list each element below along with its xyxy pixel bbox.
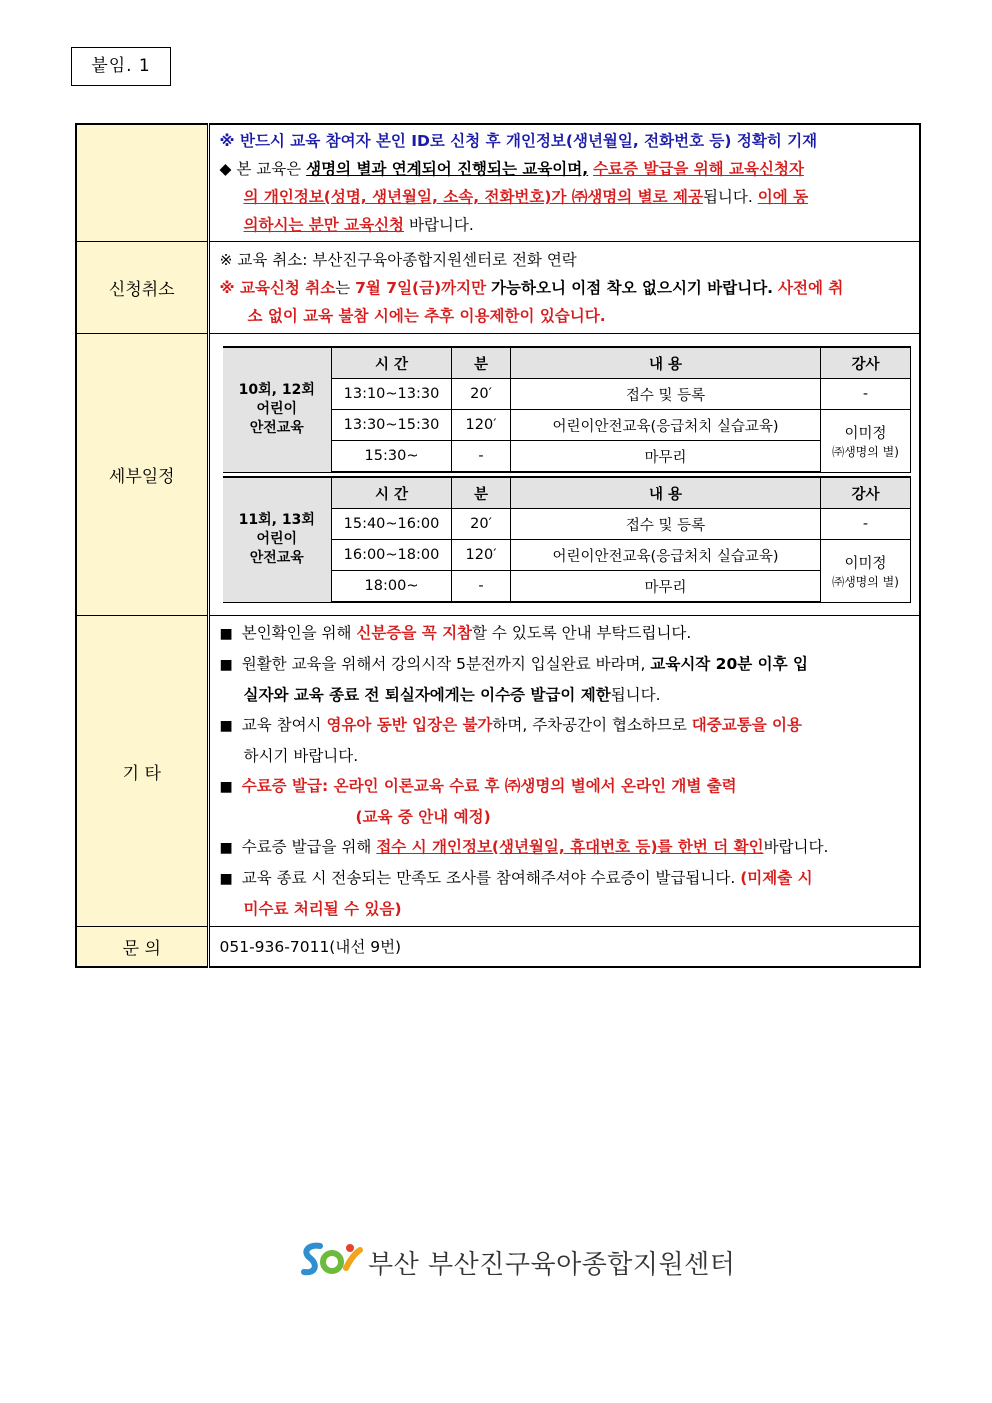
group-title-line: 안전교육 xyxy=(249,420,304,437)
schedule-group-title xyxy=(223,347,332,472)
header-minutes: 분 xyxy=(452,477,511,509)
group-title-line: 어린이 xyxy=(256,531,298,548)
square-bullet-icon: ■ xyxy=(219,626,233,642)
notice-red-text: 수료증 발급을 위해 교육신청자 xyxy=(593,160,804,178)
notice-label-cell xyxy=(76,124,208,242)
cell-instructor xyxy=(821,540,911,603)
square-bullet-icon: ■ xyxy=(219,779,233,795)
cell-instructor: - xyxy=(821,509,911,540)
cancel-red-text: 사전에 취 xyxy=(778,278,844,297)
misc-item-1 xyxy=(220,618,912,649)
misc-item-6 xyxy=(220,863,912,894)
cell-instructor: - xyxy=(821,379,911,410)
misc-row xyxy=(76,616,920,927)
instructor-org: ㈜생명의 별) xyxy=(832,444,899,459)
misc-red-text: 접수 시 개인정보(생년월일, 휴대번호 등)를 한번 더 확인 xyxy=(376,838,764,856)
notice-line-1: ※ 반드시 교육 참여자 본인 ID로 신청 후 개인정보(생년월일, 전화번호 등) 정확히 기재 xyxy=(219,132,818,150)
misc-item-2-cont xyxy=(220,680,912,710)
cancel-content xyxy=(208,242,920,334)
cancel-text: 는 xyxy=(335,278,351,297)
cancel-label: 신청취소 xyxy=(76,242,208,334)
misc-text: 할 수 있도록 안내 부탁드립니다. xyxy=(472,624,692,642)
cell-time: 18:00~ xyxy=(332,571,452,603)
schedule-row xyxy=(76,334,920,616)
cell-instructor xyxy=(821,410,911,473)
contact-label: 문 의 xyxy=(76,927,208,967)
instructor-name: 이미정 xyxy=(844,425,887,442)
cell-content: 접수 및 등록 xyxy=(511,379,821,410)
cell-minutes: 120′ xyxy=(452,410,511,441)
header-instructor: 강사 xyxy=(821,347,911,379)
cell-minutes: - xyxy=(452,571,511,603)
cell-content: 어린이안전교육(응급처치 실습교육) xyxy=(511,410,821,441)
header-instructor: 강사 xyxy=(821,477,911,509)
contact-row xyxy=(76,927,920,967)
misc-red-text: (미제출 시 xyxy=(740,869,813,887)
footer-logo xyxy=(298,1240,736,1280)
cancel-line-1: ※ 교육 취소: 부산진구육아종합지원센터로 전화 연락 xyxy=(219,250,577,269)
header-content: 내 용 xyxy=(511,477,821,509)
misc-text: 하며, 주차공간이 협소하므로 xyxy=(492,716,687,734)
notice-text: 됩니다. xyxy=(702,188,753,206)
misc-text: 본인확인을 위해 xyxy=(241,624,352,642)
misc-text: 교육 참여시 xyxy=(241,716,322,734)
misc-text: 수료증 발급을 위해 xyxy=(241,838,372,856)
notice-text: 본 교육은 xyxy=(236,160,302,178)
contact-value: 051-936-7011(내선 9번) xyxy=(208,927,920,967)
misc-text: 됩니다. xyxy=(610,686,661,704)
schedule-group-title xyxy=(223,477,332,602)
cell-minutes: 20′ xyxy=(452,379,511,410)
instructor-org: ㈜생명의 별) xyxy=(832,574,899,589)
misc-red-text: 대중교통을 이용 xyxy=(691,716,803,734)
notice-row xyxy=(76,124,920,242)
misc-item-6-cont: 미수료 처리될 수 있음) xyxy=(243,900,402,918)
cell-time: 13:30~15:30 xyxy=(332,410,452,441)
info-table xyxy=(75,123,921,968)
misc-text: 원활한 교육을 위해서 강의시작 5분전까지 입실완료 바라며, xyxy=(241,655,646,673)
cell-content: 접수 및 등록 xyxy=(511,509,821,540)
notice-line-4 xyxy=(220,211,912,239)
cancel-row xyxy=(76,242,920,334)
diamond-bullet: ◆ xyxy=(219,160,232,178)
cell-content: 어린이안전교육(응급처치 실습교육) xyxy=(511,540,821,571)
schedule-content xyxy=(208,334,920,616)
misc-text: 교육 종료 시 전송되는 만족도 조사를 참여해주셔야 수료증이 발급됩니다. xyxy=(241,869,736,887)
notice-red-text: 의 개인정보(성명, 생년월일, 소속, 전화번호)가 ㈜생명의 별로 제공 xyxy=(243,188,703,206)
organization-name: 부산 부산진구육아종합지원센터 xyxy=(368,1250,736,1280)
attachment-label: 붙임. 1 xyxy=(71,47,171,86)
notice-line-3 xyxy=(220,183,912,211)
cell-minutes: - xyxy=(452,441,511,473)
header-time: 시 간 xyxy=(332,477,452,509)
cell-content: 마무리 xyxy=(511,441,821,473)
group-title-line: 11회, 13회 xyxy=(238,512,315,529)
misc-item-3 xyxy=(220,710,912,741)
notice-red-text: 이에 동 xyxy=(757,188,809,206)
misc-item-2 xyxy=(220,649,912,680)
misc-red-text: 수료증 발급: 온라인 이론교육 수료 후 ㈜생명의 별에서 온라인 개별 출력 xyxy=(241,777,737,795)
square-bullet-icon: ■ xyxy=(219,718,233,734)
misc-item-3-cont: 하시기 바랍니다. xyxy=(243,747,359,765)
header-minutes: 분 xyxy=(452,347,511,379)
square-bullet-icon: ■ xyxy=(219,657,233,673)
cell-minutes: 20′ xyxy=(452,509,511,540)
cancel-line-2 xyxy=(220,274,912,302)
misc-item-5 xyxy=(220,832,912,863)
instructor-name: 이미정 xyxy=(844,555,887,572)
group-title-line: 10회, 12회 xyxy=(238,382,315,399)
misc-text: 바랍니다. xyxy=(763,838,829,856)
cell-time: 13:10~13:30 xyxy=(332,379,452,410)
misc-red-text: 신분증을 꼭 지참 xyxy=(356,624,473,642)
misc-item-4 xyxy=(220,771,912,802)
schedule-table xyxy=(223,346,912,603)
cancel-line-3: 소 없이 교육 불참 시에는 추후 이용제한이 있습니다. xyxy=(247,306,606,325)
organization-logo-icon xyxy=(298,1240,364,1280)
misc-bold-text: 실자와 교육 종료 전 퇴실자에게는 이수증 발급이 제한 xyxy=(243,686,611,704)
cell-minutes: 120′ xyxy=(452,540,511,571)
header-content: 내 용 xyxy=(511,347,821,379)
misc-content xyxy=(208,616,920,927)
misc-bold-text: 교육시작 20분 이후 입 xyxy=(650,655,808,673)
misc-label: 기 타 xyxy=(76,616,208,927)
misc-red-text: 영유아 동반 입장은 불가 xyxy=(326,716,493,734)
schedule-label: 세부일정 xyxy=(76,334,208,616)
square-bullet-icon: ■ xyxy=(219,871,233,887)
cell-content: 마무리 xyxy=(511,571,821,603)
cancel-deadline: 7월 7일(금)까지만 xyxy=(355,278,487,297)
notice-content xyxy=(208,124,920,242)
cell-time: 15:40~16:00 xyxy=(332,509,452,540)
cell-time: 15:30~ xyxy=(332,441,452,473)
schedule-header-row xyxy=(223,347,911,379)
square-bullet-icon: ■ xyxy=(219,840,233,856)
schedule-header-row xyxy=(223,477,911,509)
notice-red-text: 의하시는 분만 교육신청 xyxy=(243,216,405,234)
notice-emphasis: 생명의 별과 연계되어 진행되는 교육이며, xyxy=(306,160,589,178)
cell-time: 16:00~18:00 xyxy=(332,540,452,571)
cancel-red-text: ※ 교육신청 취소 xyxy=(219,278,336,297)
header-time: 시 간 xyxy=(332,347,452,379)
misc-item-4-cont: (교육 중 안내 예정) xyxy=(355,808,491,826)
group-title-line: 안전교육 xyxy=(249,550,304,567)
notice-line-2 xyxy=(220,155,912,183)
notice-text: 바랍니다. xyxy=(408,216,474,234)
group-title-line: 어린이 xyxy=(256,401,298,418)
cancel-text: 가능하오니 이점 착오 없으시기 바랍니다. xyxy=(491,278,774,297)
